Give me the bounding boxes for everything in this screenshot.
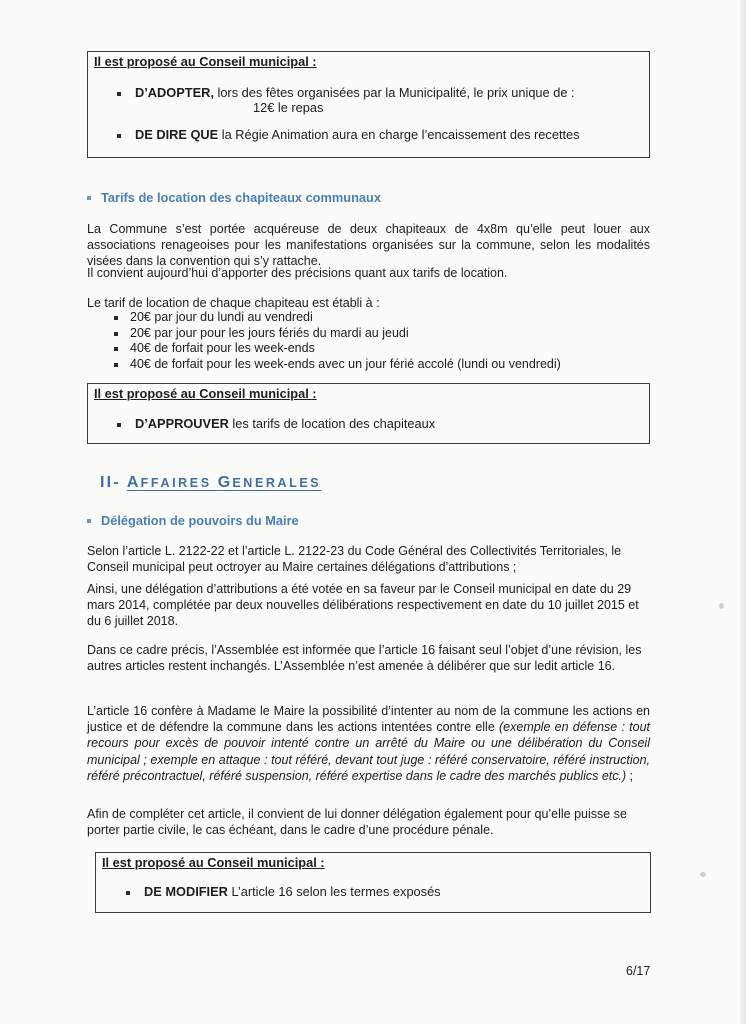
section-heading: II- AFFAIRES GENERALES [100,474,322,491]
bullet-square-icon [114,363,118,367]
subsection-heading: Délégation de pouvoirs du Maire [87,513,299,528]
paragraph: Dans ce cadre précis, l’Assemblée est informée que l’article 16 faisant seul l’objet d’une révision, les autres articles restent inchangés. L’Assemblée n’est amenée à délibérer que sur ledit article 16. [87,643,642,674]
bullet-square-icon [87,196,91,200]
list-item: 20€ par jour du lundi au vendredi [112,310,561,326]
proposal-item: D’ADOPTER, lors des fêtes organisées par la Municipalité, le prix unique de : [135,85,575,100]
proposal-box-1 [87,51,650,158]
bullet-square-icon [117,423,121,427]
paragraph: La Commune s’est portée acquéreuse de deux chapiteaux de 4x8m qu’elle peut louer aux associations renageoises pour les manifestations organisées sur la commune, selon les modalités visées dans la convention qui s’y rattache. [87,222,650,269]
paragraph: Selon l’article L. 2122-22 et l’article L. 2122-23 du Code Général des Collectivités Territoriales, le Conseil municipal peut octroyer au Maire certaines délégations d’attributions ; [87,544,622,575]
bullet-square-icon [114,332,118,336]
proposal-box-3 [95,852,651,913]
section-title: AFFAIRES GENERALES [126,474,322,491]
bullet-square-icon [117,92,121,96]
proposal-item: DE DIRE QUE la Régie Animation aura en charge l’encaissement des recettes [135,127,580,142]
proposal-item: DE MODIFIER L’article 16 selon les termes exposés [144,884,441,899]
bullet-square-icon [126,891,130,895]
paragraph: Ainsi, une délégation d’attributions a été votée en sa faveur par le Conseil municipal en date du 29 mars 2014, complétée par deux nouvelles délibérations respectivement en date du 10 juillet 2015 et du 6 juillet 2018. [87,582,639,629]
proposal-item: D’APPROUVER les tarifs de location des chapiteaux [135,416,436,431]
paragraph: Il convient aujourd’hui d’apporter des précisions quant aux tarifs de location. [87,266,508,280]
bullet-square-icon [114,347,118,351]
rates-list [112,310,561,372]
subsection-heading: Tarifs de location des chapiteaux communaux [87,190,381,205]
bullet-square-icon [114,316,118,320]
page-edge [740,0,746,1024]
paragraph: Afin de compléter cet article, il convient de lui donner délégation également pour qu’elle puisse se porter partie civile, le cas échéant, dans le cadre d’une procédure pénale. [87,807,627,838]
scan-speck [719,603,724,609]
proposal-box-title: Il est proposé au Conseil municipal : [94,386,317,401]
rates-intro: Le tarif de location de chaque chapiteau est établi à : [87,296,380,310]
proposal-box-2 [87,383,650,444]
list-item: 40€ de forfait pour les week-ends avec un jour férié accolé (lundi ou vendredi) [112,357,561,373]
proposal-box-title: Il est proposé au Conseil municipal : [94,54,317,69]
proposal-item-sub: 12€ le repas [253,100,324,115]
proposal-box-title: Il est proposé au Conseil municipal : [102,855,325,870]
paragraph: L’article 16 confère à Madame le Maire la possibilité d’intenter au nom de la commune les actions en justice et de défendre la commune dans les actions intentées contre elle (exemple en défense : tout recours pour excès de pouvoir intenté contre un arrêté du Maire ou une délibération du Conseil municipal ; exemple en attaque : tout référé, devant tout juge : référé conservatoire, référé instruction, référé précontractuel, référé suspension, référé expertise dans le cadre des marchés publics etc.) ; [87,704,651,783]
page-number: 6/17 [626,964,651,978]
list-item: 20€ par jour pour les jours fériés du mardi au jeudi [112,326,561,342]
list-item: 40€ de forfait pour les week-ends [112,341,561,357]
bullet-square-icon [87,519,91,523]
bullet-square-icon [117,134,121,138]
scan-speck [700,872,706,877]
